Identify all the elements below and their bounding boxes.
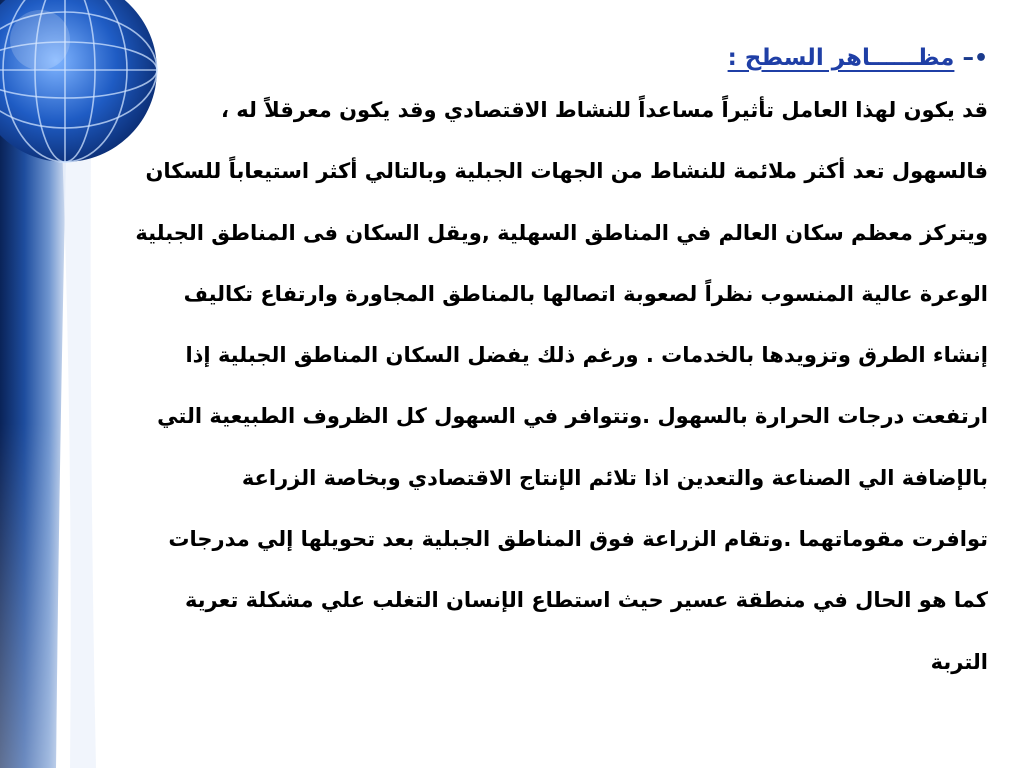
slide-content — [96, 38, 988, 693]
heading-dash: – — [962, 45, 974, 71]
body-line: توافرت مقوماتهما .وتقام الزراعة فوق المناطق الجبلية بعد تحويلها إلي مدرجات — [168, 527, 988, 552]
body-line: ارتفعت درجات الحرارة بالسهول .وتتوافر في السهول كل الظروف الطبيعية التي — [157, 404, 988, 429]
body-line: قد يكون لهذا العامل تأثيراً مساعداً للنشاط الاقتصادي وقد يكون معرقلاً له ، — [220, 98, 988, 122]
section-heading — [96, 38, 988, 78]
body-line: إنشاء الطرق وتزويدها بالخدمات . ورغم ذلك يفضل السكان المناطق الجبلية إذا — [185, 343, 988, 368]
bullet-icon: • — [973, 46, 988, 71]
heading-title: مظــــــاهر السطح : — [727, 45, 955, 71]
body-line: كما هو الحال في منطقة عسير حيث استطاع الإنسان التغلب علي مشكلة تعرية — [184, 588, 988, 613]
body-paragraph — [96, 80, 988, 693]
body-line: الوعرة عالية المنسوب نظراً لصعوبة اتصالها بالمناطق المجاورة وارتفاع تكاليف — [183, 281, 988, 306]
body-line: التربة — [930, 649, 988, 674]
body-line: ويتركز معظم سكان العالم في المناطق السهلية ,ويقل السكان فى المناطق الجبلية — [135, 220, 988, 245]
body-line: بالإضافة الي الصناعة والتعدين اذا تلائم الإنتاج الاقتصادي وبخاصة الزراعة — [241, 465, 988, 490]
body-line: فالسهول تعد أكثر ملائمة للنشاط من الجهات الجبلية وبالتالي أكثر استيعاباً للسكان — [145, 159, 988, 184]
